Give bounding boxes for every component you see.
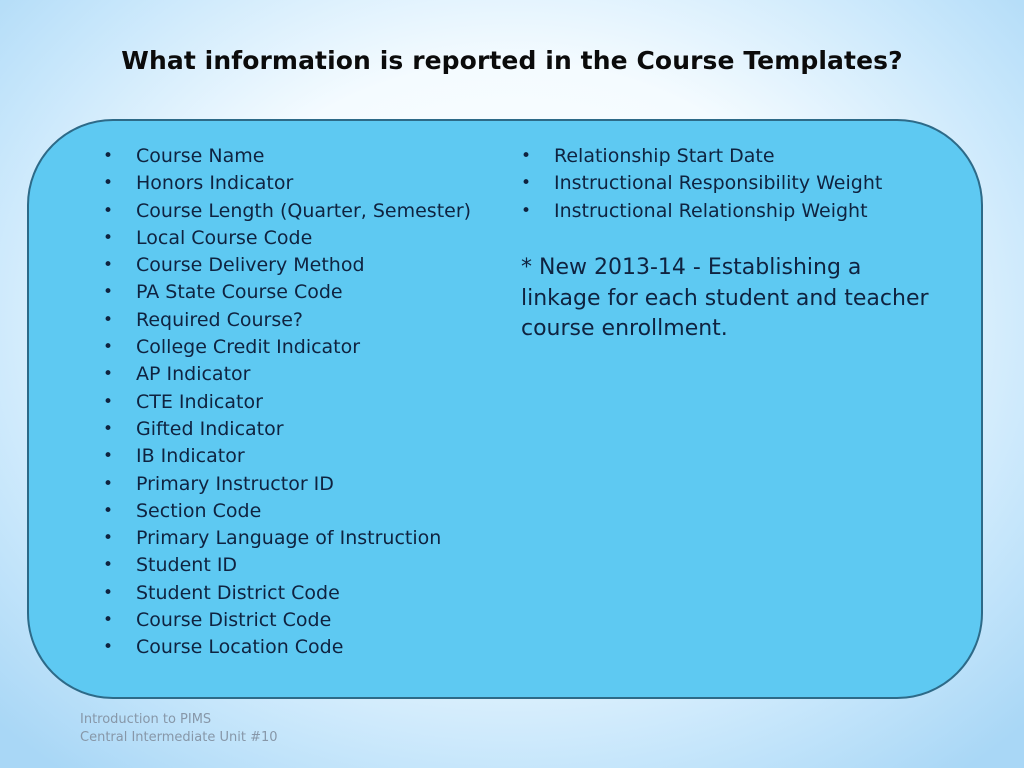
list-item-label: CTE Indicator — [136, 390, 263, 413]
bullet-icon: • — [103, 555, 114, 576]
list-item — [100, 361, 471, 388]
list-item-label: Course Name — [136, 145, 265, 167]
bullet-icon: • — [521, 146, 532, 166]
list-item — [100, 225, 471, 252]
list-item-label: College Credit Indicator — [136, 336, 361, 359]
list-item — [100, 634, 471, 661]
list-item — [100, 198, 471, 225]
bullet-icon: • — [521, 200, 532, 221]
bullet-icon: • — [103, 282, 114, 303]
list-item-label: Student District Code — [136, 581, 340, 604]
list-item — [518, 143, 882, 170]
bullet-icon: • — [521, 173, 532, 194]
list-item — [518, 198, 882, 225]
list-item — [100, 580, 471, 607]
list-item — [100, 416, 471, 443]
list-item — [100, 525, 471, 552]
bullet-icon: • — [103, 528, 114, 549]
list-item-label: Honors Indicator — [136, 172, 294, 195]
bullet-icon: • — [103, 637, 114, 658]
list-item-label: Instructional Relationship Weight — [554, 199, 868, 222]
list-item-label: IB Indicator — [136, 445, 245, 468]
list-item — [100, 307, 471, 334]
right-bullet-list — [518, 143, 882, 225]
bullet-icon: • — [103, 173, 114, 194]
list-item — [100, 170, 471, 197]
bullet-icon: • — [103, 146, 114, 166]
list-item-label: Course Delivery Method — [136, 254, 365, 277]
list-item-label: Relationship Start Date — [554, 145, 775, 167]
bullet-icon: • — [103, 500, 114, 521]
list-item-label: PA State Course Code — [136, 281, 343, 304]
slide-title: What information is reported in the Course Templates? — [121, 46, 903, 75]
bullet-icon: • — [103, 255, 114, 276]
footer-line-2: Central Intermediate Unit #10 — [80, 730, 278, 745]
list-item — [100, 552, 471, 579]
list-item — [100, 471, 471, 498]
bullet-icon: • — [103, 473, 114, 494]
list-item — [100, 334, 471, 361]
bullet-icon: • — [103, 200, 114, 221]
list-item-label: Course District Code — [136, 609, 332, 632]
bullet-icon: • — [103, 309, 114, 330]
list-item-label: Required Course? — [136, 308, 304, 331]
bullet-icon: • — [103, 418, 114, 439]
list-item-label: Student ID — [136, 554, 238, 577]
list-item-label: AP Indicator — [136, 363, 251, 386]
bullet-icon: • — [103, 582, 114, 603]
bullet-icon: • — [103, 610, 114, 631]
footer — [80, 711, 278, 747]
list-item-label: Course Length (Quarter, Semester) — [136, 199, 472, 222]
list-item — [518, 170, 882, 197]
list-item-label: Primary Language of Instruction — [136, 527, 442, 550]
list-item — [100, 498, 471, 525]
list-item — [100, 443, 471, 470]
left-bullet-list — [100, 143, 471, 662]
list-item — [100, 607, 471, 634]
list-item-label: Local Course Code — [136, 226, 313, 249]
bullet-icon: • — [103, 446, 114, 467]
list-item-label: Gifted Indicator — [136, 417, 284, 440]
new-note: * New 2013-14 - Establishing a linkage for each student and teacher course enrollment. — [521, 255, 929, 341]
list-item — [100, 143, 471, 170]
bullet-icon: • — [103, 337, 114, 358]
list-item — [100, 279, 471, 306]
bullet-icon: • — [103, 227, 114, 248]
list-item-label: Primary Instructor ID — [136, 472, 334, 495]
list-item-label: Section Code — [136, 499, 262, 522]
list-item-label: Course Location Code — [136, 636, 344, 659]
bullet-icon: • — [103, 364, 114, 385]
footer-line-1: Introduction to PIMS — [80, 712, 212, 727]
list-item-label: Instructional Responsibility Weight — [554, 172, 883, 195]
list-item — [100, 389, 471, 416]
bullet-icon: • — [103, 391, 114, 412]
list-item — [100, 252, 471, 279]
